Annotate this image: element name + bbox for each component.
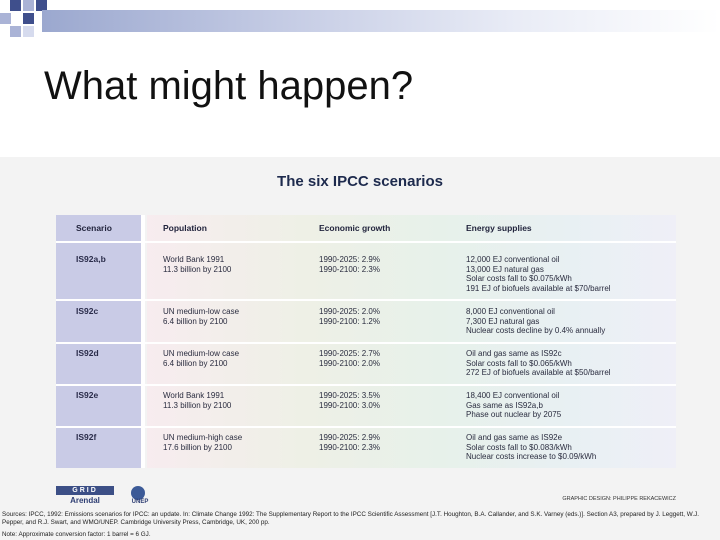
energy-cell xyxy=(466,433,596,462)
growth-line: 1990-2025: 3.5% xyxy=(319,391,380,400)
energy-line: Nuclear costs decline by 0.4% annually xyxy=(466,326,606,336)
header-population: Population xyxy=(163,223,207,233)
scenario-name: IS92e xyxy=(76,390,99,400)
energy-line: Solar costs fall to $0.065/kWh xyxy=(466,358,572,368)
growth-line: 1990-2025: 2.9% xyxy=(319,255,380,264)
growth-cell xyxy=(319,433,380,452)
decoration-square xyxy=(10,0,21,11)
population-line: UN medium-low case xyxy=(163,307,240,316)
scenario-name: IS92a,b xyxy=(76,254,106,264)
growth-line: 1990-2100: 2.3% xyxy=(319,264,380,274)
growth-line: 1990-2025: 2.7% xyxy=(319,349,380,358)
energy-cell xyxy=(466,255,611,293)
decoration-square xyxy=(23,13,34,24)
header-scenario: Scenario xyxy=(76,223,112,233)
energy-line: Gas same as IS92a,b xyxy=(466,400,543,410)
population-line: 11.3 billion by 2100 xyxy=(163,400,232,410)
energy-line: 8,000 EJ conventional oil xyxy=(466,307,555,316)
population-cell xyxy=(163,391,231,410)
energy-line: Solar costs fall to $0.083/kWh xyxy=(466,442,572,452)
energy-line: Solar costs fall to $0.075/kWh xyxy=(466,274,572,284)
population-cell xyxy=(163,349,239,368)
growth-cell xyxy=(319,349,380,368)
grid-arendal-logo xyxy=(56,486,114,506)
row-divider xyxy=(56,384,676,386)
energy-cell xyxy=(466,349,611,378)
slide-decoration xyxy=(0,0,720,60)
grid-logo-text: GRID xyxy=(56,486,114,495)
row-divider xyxy=(56,299,676,301)
population-line: 17.6 billion by 2100 xyxy=(163,442,232,452)
population-line: World Bank 1991 xyxy=(163,255,225,264)
unep-logo-text: UNEP xyxy=(131,499,149,505)
growth-line: 1990-2100: 2.3% xyxy=(319,442,380,452)
energy-line: 18,400 EJ conventional oil xyxy=(466,391,560,400)
growth-cell xyxy=(319,391,380,410)
population-cell xyxy=(163,307,239,326)
note-text: Note: Approximate conversion factor: 1 barrel = 6 GJ. xyxy=(2,531,151,538)
decoration-square xyxy=(10,26,21,37)
energy-line: 13,000 EJ natural gas xyxy=(466,264,544,274)
scenario-name: IS92c xyxy=(76,306,99,316)
energy-cell xyxy=(466,391,561,420)
decoration-square xyxy=(0,13,11,24)
row-divider xyxy=(56,426,676,428)
energy-line: 7,300 EJ natural gas xyxy=(466,316,540,326)
growth-line: 1990-2025: 2.9% xyxy=(319,433,380,442)
header-economic-growth: Economic growth xyxy=(319,223,391,233)
row-divider xyxy=(56,241,676,243)
decoration-square xyxy=(23,26,34,37)
ipcc-scenarios-figure xyxy=(0,157,720,540)
grid-logo-subtext: Arendal xyxy=(70,496,100,505)
scenario-table xyxy=(56,215,676,468)
figure-title: The six IPCC scenarios xyxy=(277,173,443,190)
growth-cell xyxy=(319,307,380,326)
energy-line: 12,000 EJ conventional oil xyxy=(466,255,560,264)
growth-line: 1990-2100: 1.2% xyxy=(319,316,380,326)
globe-icon xyxy=(131,486,145,500)
population-line: 11.3 billion by 2100 xyxy=(163,264,232,274)
energy-line: 191 EJ of biofuels available at $70/barrel xyxy=(466,283,611,293)
energy-cell xyxy=(466,307,605,336)
unep-logo xyxy=(120,486,160,508)
population-line: 6.4 billion by 2100 xyxy=(163,358,228,368)
population-cell xyxy=(163,255,231,274)
row-divider xyxy=(56,342,676,344)
scenario-name: IS92f xyxy=(76,432,97,442)
growth-cell xyxy=(319,255,380,274)
energy-line: Oil and gas same as IS92c xyxy=(466,349,562,358)
growth-line: 1990-2100: 2.0% xyxy=(319,358,380,368)
energy-line: Nuclear costs increase to $0.09/kWh xyxy=(466,452,597,462)
energy-line: Phase out nuclear by 2075 xyxy=(466,410,562,420)
slide-title: What might happen? xyxy=(44,64,414,108)
decoration-square xyxy=(23,0,34,11)
logos xyxy=(56,486,166,508)
title-bar-gradient xyxy=(42,10,720,32)
population-line: World Bank 1991 xyxy=(163,391,225,400)
growth-line: 1990-2025: 2.0% xyxy=(319,307,380,316)
scenario-name: IS92d xyxy=(76,348,99,358)
population-line: UN medium-high case xyxy=(163,433,243,442)
design-credit: GRAPHIC DESIGN: PHILIPPE REKACEWICZ xyxy=(562,496,676,502)
population-line: UN medium-low case xyxy=(163,349,240,358)
growth-line: 1990-2100: 3.0% xyxy=(319,400,380,410)
sources-text: Sources: IPCC, 1992: Emissions scenarios for IPCC: an update. In: Climate Change 1992: The Supplementary Report to the IPCC Scientific Assessment [J.T. Houghton, B.A. Callander, and S.K. Varney (eds.)]. Section A3, prepared by J. Leggett, W.J. Pepper, and R.J. Swart, and WMO/UNEP. Cambridge University Press, Cambridge, UK, 200 pp. xyxy=(2,511,699,526)
energy-line: Oil and gas same as IS92e xyxy=(466,433,563,442)
population-cell xyxy=(163,433,242,452)
population-line: 6.4 billion by 2100 xyxy=(163,316,228,326)
header-energy-supplies: Energy supplies xyxy=(466,223,532,233)
energy-line: 272 EJ of biofuels available at $50/barrel xyxy=(466,368,611,378)
